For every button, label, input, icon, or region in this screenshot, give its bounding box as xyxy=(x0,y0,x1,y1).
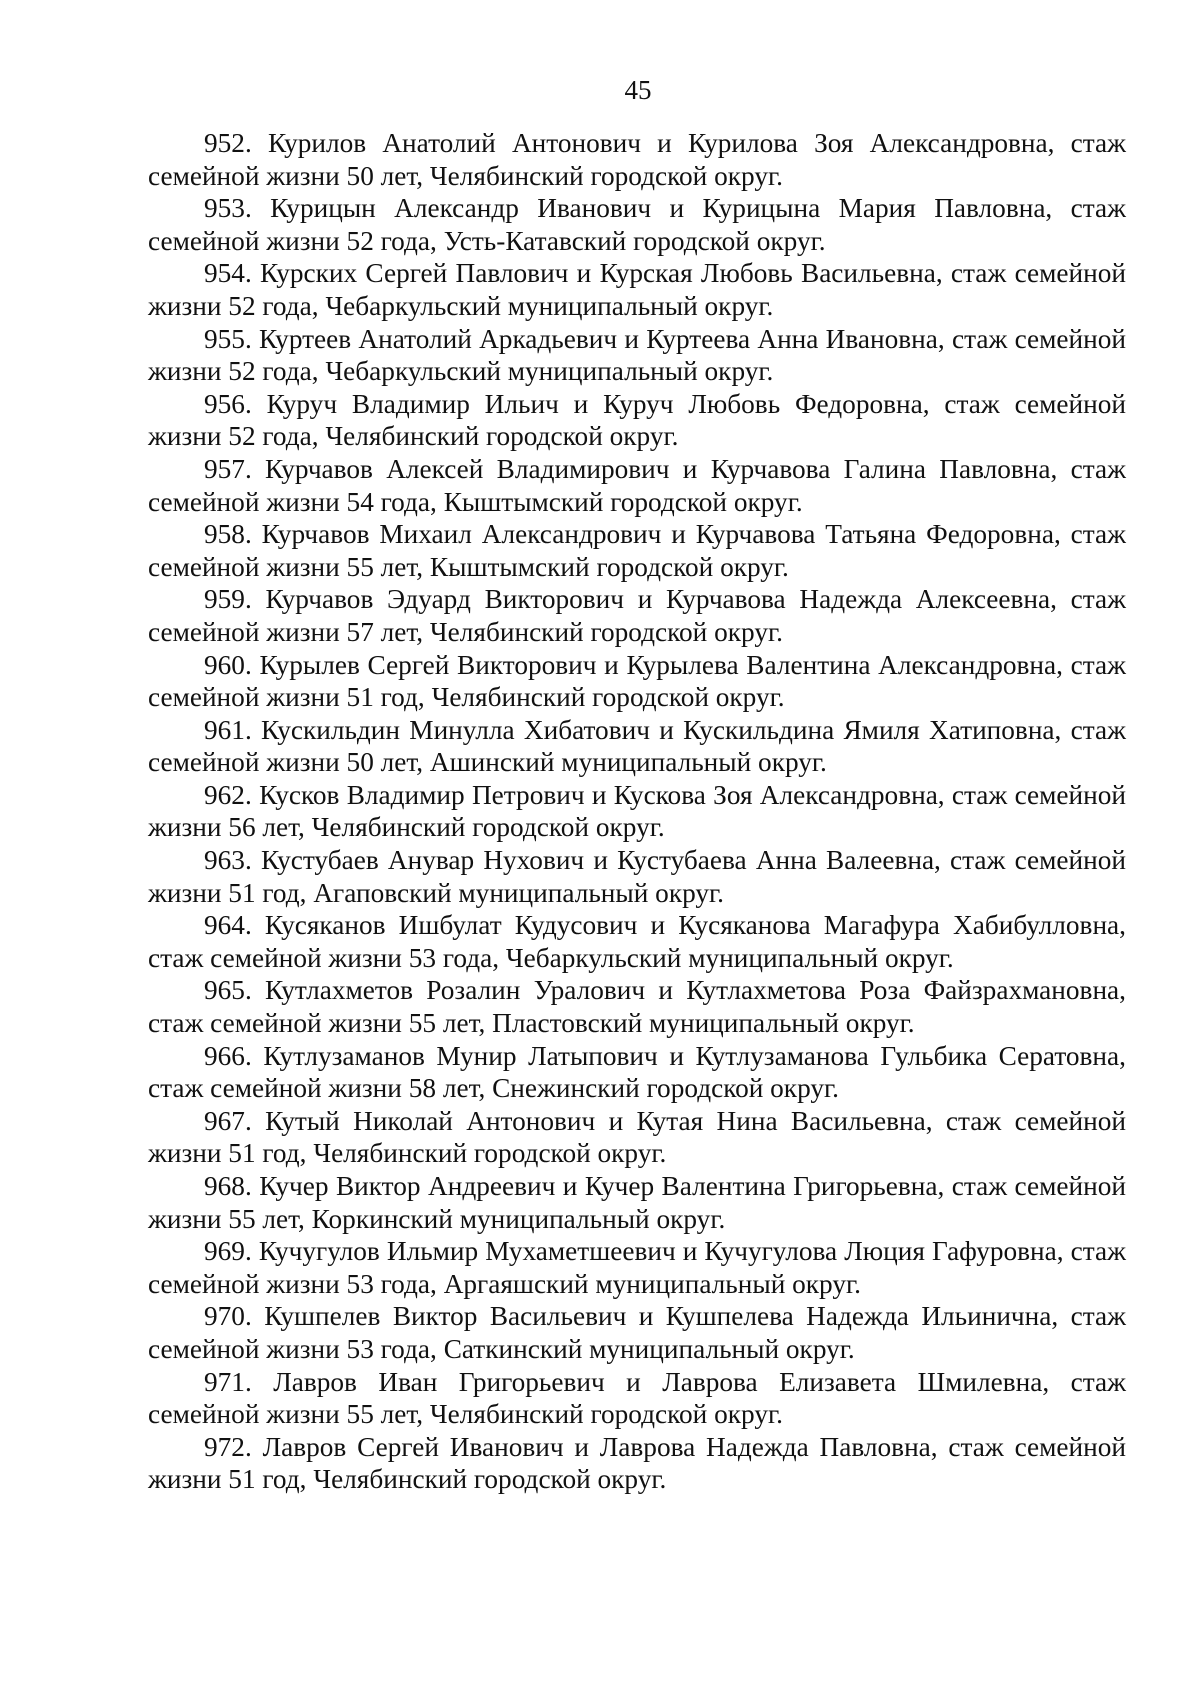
list-item: 971. Лавров Иван Григорьевич и Лаврова Елизавета Шмилевна, стаж семейной жизни 55 лет, Челябинский городской округ. xyxy=(148,1366,1126,1430)
list-item: 968. Кучер Виктор Андреевич и Кучер Валентина Григорьевна, стаж семейной жизни 55 лет, Коркинский муниципальный округ. xyxy=(148,1171,1126,1234)
list-item: 967. Кутый Николай Антонович и Кутая Нина Васильевна, стаж семейной жизни 51 год, Челябинский городской округ. xyxy=(148,1105,1126,1169)
list-item: 954. Курских Сергей Павлович и Курская Любовь Васильевна, стаж семейной жизни 52 года, Чебаркульский муниципальный округ. xyxy=(148,258,1126,321)
list-item: 957. Курчавов Алексей Владимирович и Курчавова Галина Павловна, стаж семейной жизни 54 года, Кыштымский городской округ. xyxy=(148,453,1126,517)
list-item: 959. Курчавов Эдуард Викторович и Курчавова Надежда Алексеевна, стаж семейной жизни 57 лет, Челябинский городской округ. xyxy=(148,584,1126,647)
list-item: 970. Кушпелев Виктор Васильевич и Кушпелева Надежда Ильинична, стаж семейной жизни 53 года, Саткинский муниципальный округ. xyxy=(148,1301,1126,1364)
list-item: 963. Кустубаев Анувар Нухович и Кустубаева Анна Валеевна, стаж семейной жизни 51 год, Агаповский муниципальный округ. xyxy=(148,845,1126,908)
list-item: 955. Куртеев Анатолий Аркадьевич и Куртеева Анна Ивановна, стаж семейной жизни 52 года, Чебаркульский муниципальный округ. xyxy=(148,323,1126,387)
list-item: 972. Лавров Сергей Иванович и Лаврова Надежда Павловна, стаж семейной жизни 51 год, Челябинский городской округ. xyxy=(148,1431,1126,1495)
list-item: 966. Кутлузаманов Мунир Латыпович и Кутлузаманова Гульбика Сератовна, стаж семейной жизни 58 лет, Снежинский городской округ. xyxy=(148,1040,1126,1104)
list-item: 962. Кусков Владимир Петрович и Кускова Зоя Александровна, стаж семейной жизни 56 лет, Челябинский городской округ. xyxy=(148,779,1126,843)
list-item: 960. Курылев Сергей Викторович и Курылева Валентина Александровна, стаж семейной жизни 51 год, Челябинский городской округ. xyxy=(148,649,1126,713)
list-item: 953. Курицын Александр Иванович и Курицына Мария Павловна, стаж семейной жизни 52 года, Усть-Катавский городской округ. xyxy=(148,193,1126,256)
entry-list xyxy=(148,127,1126,1496)
list-item: 965. Кутлахметов Розалин Уралович и Кутлахметова Роза Файзрахмановна, стаж семейной жизни 55 лет, Пластовский муниципальный округ. xyxy=(148,975,1126,1039)
list-item: 961. Кускильдин Минулла Хибатович и Кускильдина Ямиля Хатиповна, стаж семейной жизни 50 лет, Ашинский муниципальный округ. xyxy=(148,714,1126,778)
list-item: 969. Кучугулов Ильмир Мухаметшеевич и Кучугулова Люция Гафуровна, стаж семейной жизни 53 года, Аргаяшский муниципальный округ. xyxy=(148,1236,1126,1299)
list-item: 956. Куруч Владимир Ильич и Куруч Любовь Федоровна, стаж семейной жизни 52 года, Челябинский городской округ. xyxy=(148,388,1126,452)
list-item: 952. Курилов Анатолий Антонович и Курилова Зоя Александровна, стаж семейной жизни 50 лет, Челябинский городской округ. xyxy=(148,128,1126,191)
list-item: 958. Курчавов Михаил Александрович и Курчавова Татьяна Федоровна, стаж семейной жизни 55 лет, Кыштымский городской округ. xyxy=(148,519,1126,582)
page-number: 45 xyxy=(624,75,652,105)
list-item: 964. Кусяканов Ишбулат Кудусович и Кусяканова Магафура Хабибулловна, стаж семейной жизни 53 года, Чебаркульский муниципальный округ. xyxy=(148,910,1126,973)
